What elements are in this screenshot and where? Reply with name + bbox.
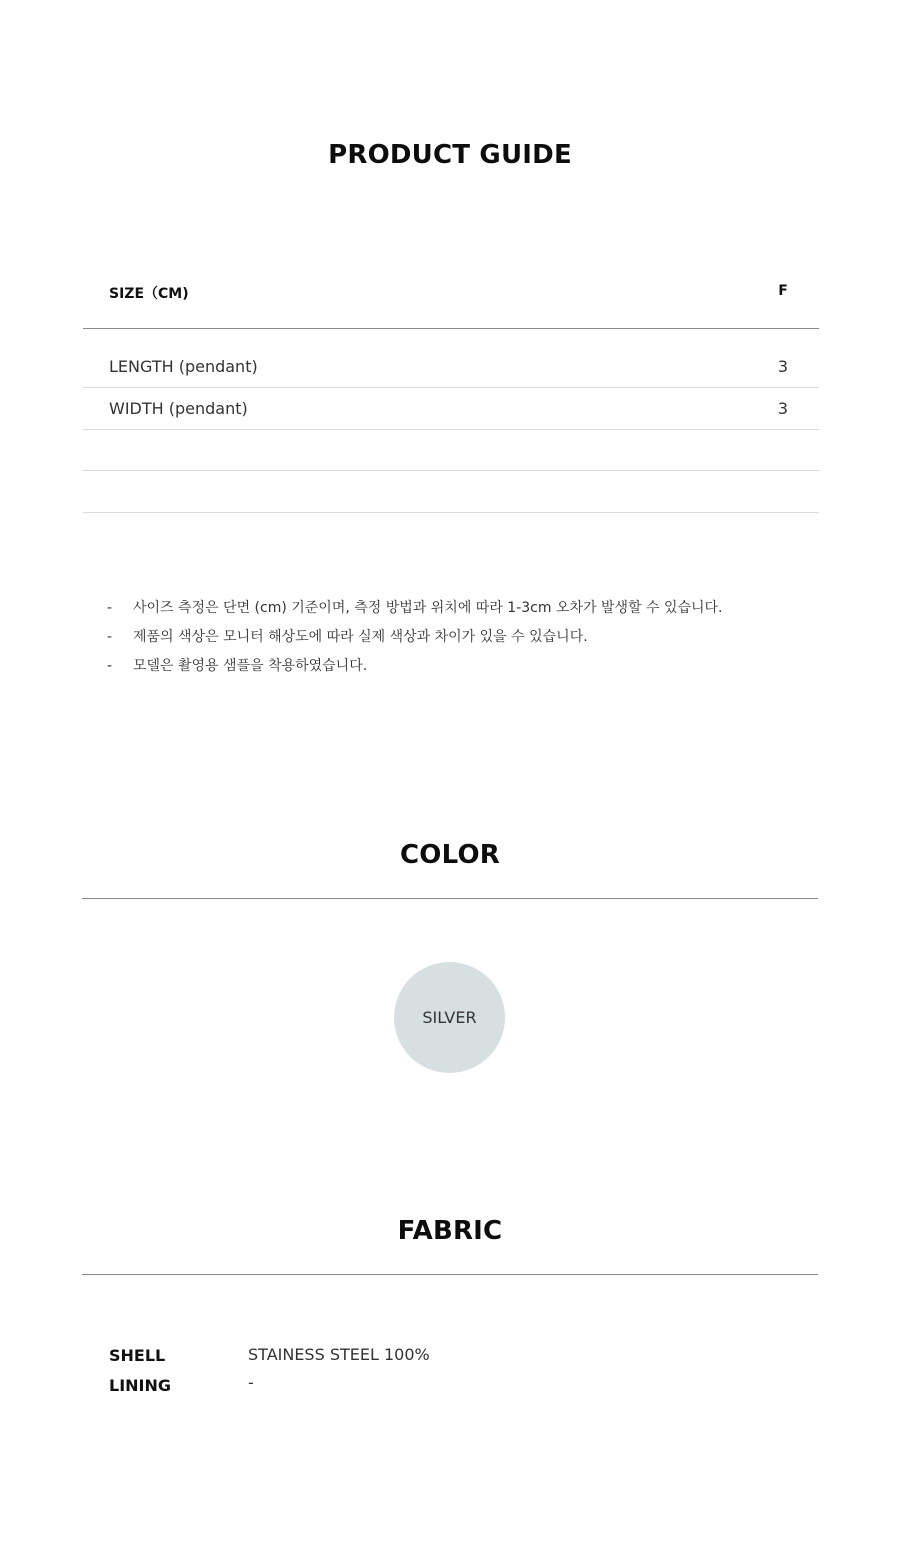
color-title: COLOR <box>400 840 500 870</box>
size-row-value: 3 <box>777 357 789 376</box>
note-text: 제품의 색상은 모니터 해상도에 따라 실제 색상과 차이가 있을 수 있습니다. <box>133 629 588 645</box>
size-row-label: WIDTH (pendant) <box>109 399 248 418</box>
size-header-column: F <box>778 283 788 299</box>
row-divider <box>83 387 819 388</box>
fabric-value-lining: - <box>248 1373 254 1392</box>
size-row-value: 3 <box>777 399 789 418</box>
fabric-divider <box>82 1274 818 1275</box>
size-header-label: SIZE（CM) <box>109 286 189 302</box>
fabric-title: FABRIC <box>397 1216 503 1246</box>
note-item <box>107 655 367 675</box>
row-divider <box>83 429 819 430</box>
color-divider <box>82 898 818 899</box>
fabric-label-lining: LINING <box>109 1376 172 1395</box>
color-swatch-silver <box>394 962 505 1073</box>
fabric-value-shell: STAINESS STEEL 100% <box>248 1345 430 1364</box>
note-dash: - <box>107 600 113 616</box>
row-divider <box>83 512 819 513</box>
row-divider <box>83 470 819 471</box>
note-text: 사이즈 측정은 단면 (cm) 기준이며, 측정 방법과 위치에 따라 1-3cm 오차가 발생할 수 있습니다. <box>133 600 723 616</box>
size-row-label: LENGTH (pendant) <box>109 357 258 376</box>
color-swatch-label: SILVER <box>422 1008 477 1027</box>
note-dash: - <box>107 629 113 645</box>
size-header-divider <box>83 328 819 329</box>
note-text: 모델은 촬영용 샘플을 착용하였습니다. <box>133 658 368 674</box>
fabric-label-shell: SHELL <box>109 1346 166 1365</box>
product-guide-title: PRODUCT GUIDE <box>328 140 572 170</box>
note-dash: - <box>107 658 113 674</box>
note-item <box>107 597 723 617</box>
note-item <box>107 626 588 646</box>
